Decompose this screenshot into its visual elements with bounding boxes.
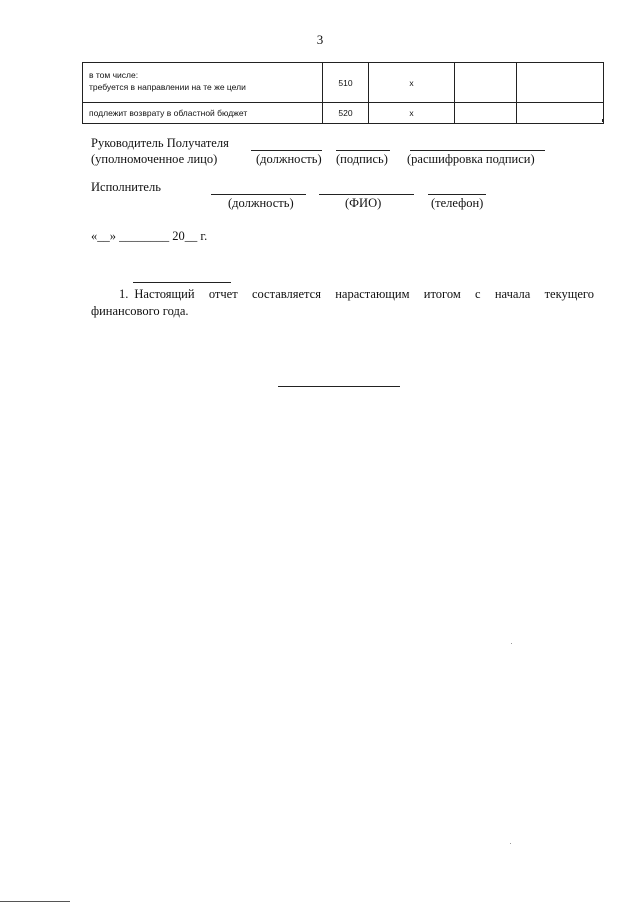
date-line: «__» ________ 20__ г. (91, 229, 208, 243)
row-value-cell: x (369, 103, 455, 124)
table-row (83, 63, 604, 103)
footnote-text-line1: Настоящий отчет составляется нарастающим итогом с начала текущего (134, 287, 594, 301)
scan-artifact (511, 643, 512, 644)
footnote (91, 286, 594, 320)
row-name-cell: подлежит возврату в областной бюджет (83, 103, 323, 124)
position-signature-line (251, 150, 322, 151)
head-label-line2: (уполномоченное лицо) (91, 152, 218, 166)
signature-line (336, 150, 390, 151)
row-name-line: требуется в направлении на те же цели (89, 82, 246, 92)
end-separator (278, 386, 400, 387)
row-value-cell (517, 103, 604, 124)
table-border-stub (82, 119, 83, 122)
footnote-number: 1. (119, 287, 129, 301)
executor-position-line (211, 194, 306, 195)
table-border-stub (602, 119, 603, 122)
row-value-cell (517, 63, 604, 103)
footnote-text-line2: финансового года. (91, 304, 189, 318)
row-code-cell: 510 (323, 63, 369, 103)
footnote-separator (133, 282, 231, 283)
executor-caption-phone: (телефон) (431, 196, 484, 210)
page-number: 3 (316, 32, 324, 47)
row-value-cell (455, 63, 517, 103)
table-row (83, 103, 604, 124)
executor-caption-position: (должность) (228, 196, 294, 210)
executor-label: Исполнитель (91, 180, 161, 194)
row-code-cell: 520 (323, 103, 369, 124)
decoding-signature-line (410, 150, 545, 151)
row-name-cell (83, 63, 323, 103)
footnote-line1 (91, 286, 594, 303)
row-value-cell (455, 103, 517, 124)
head-caption-position: (должность) (256, 152, 322, 166)
scan-edge-line (0, 901, 70, 902)
head-caption-signature: (подпись) (336, 152, 388, 166)
report-table (82, 62, 604, 124)
executor-name-line (319, 194, 414, 195)
row-name-line: в том числе: (89, 70, 139, 80)
row-value-cell: x (369, 63, 455, 103)
head-label-line1: Руководитель Получателя (91, 136, 229, 150)
executor-phone-line (428, 194, 486, 195)
scan-artifact (510, 843, 511, 844)
executor-caption-name: (ФИО) (345, 196, 382, 210)
head-caption-decoding: (расшифровка подписи) (407, 152, 535, 166)
